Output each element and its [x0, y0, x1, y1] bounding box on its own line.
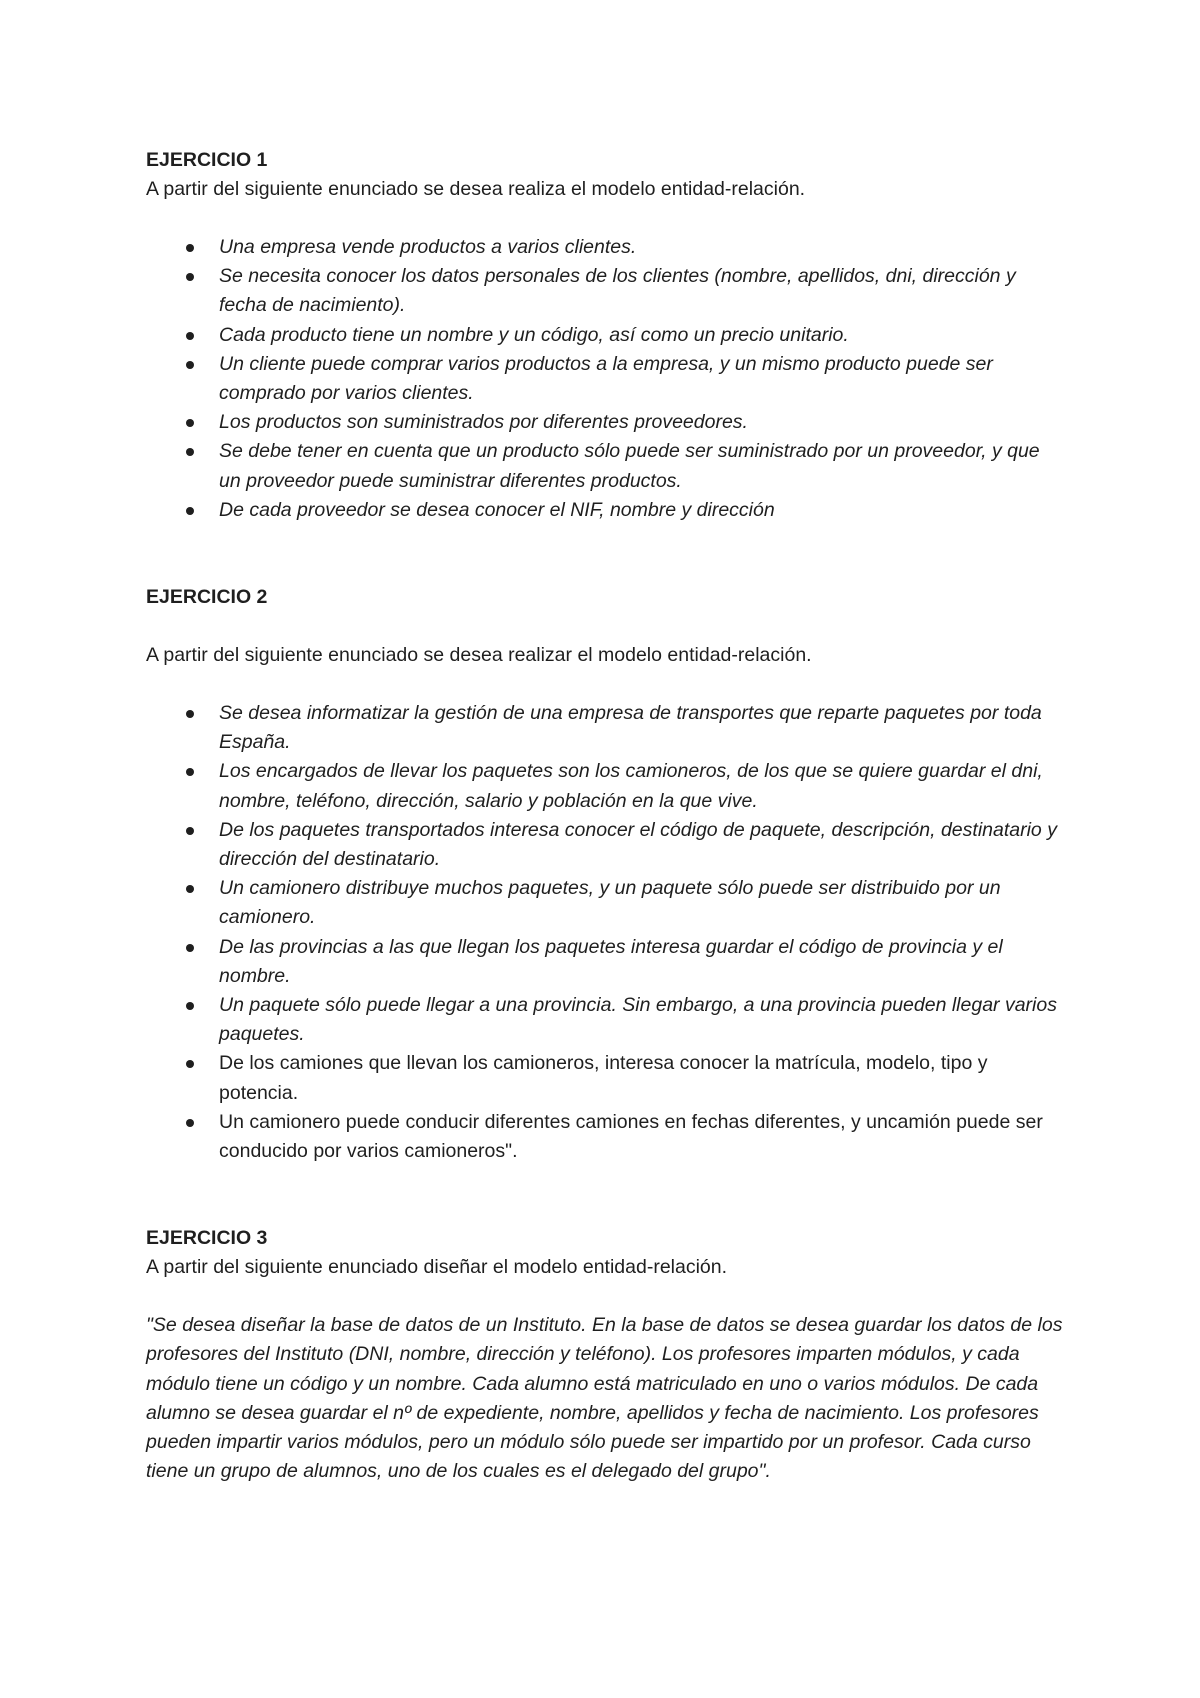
- list-item: De los camiones que llevan los camioneros, interesa conocer la matrícula, modelo, tipo y potencia.: [146, 1049, 1066, 1107]
- bullet-icon: [186, 1119, 194, 1127]
- list-item: Se necesita conocer los datos personales de los clientes (nombre, apellidos, dni, dirección y fecha de nacimiento).: [146, 262, 1066, 320]
- bullet-icon: [186, 448, 194, 456]
- list-item: Los encargados de llevar los paquetes son los camioneros, de los que se quiere guardar el dni, nombre, teléfono, dirección, salario y población en la que vive.: [146, 757, 1066, 815]
- bullet-icon: [186, 1002, 194, 1010]
- list-item: Un camionero distribuye muchos paquetes, y un paquete sólo puede ser distribuido por un camionero.: [146, 874, 1066, 932]
- exercise-1-list: [146, 233, 1066, 525]
- list-item: Se debe tener en cuenta que un producto sólo puede ser suministrado por un proveedor, y que un proveedor puede suministrar diferentes productos.: [146, 437, 1066, 495]
- exercise-3-intro: A partir del siguiente enunciado diseñar el modelo entidad-relación.: [146, 1256, 728, 1279]
- bullet-icon: [186, 827, 194, 835]
- bullet-icon: [186, 507, 194, 515]
- exercise-1-title: EJERCICIO 1: [146, 149, 268, 171]
- bullet-icon: [186, 419, 194, 427]
- exercise-2-section: [146, 583, 1066, 1166]
- exercise-1-section: [146, 146, 1066, 525]
- list-item: Los productos son suministrados por diferentes proveedores.: [146, 408, 1066, 437]
- list-item: De las provincias a las que llegan los paquetes interesa guardar el código de provincia y el nombre.: [146, 933, 1066, 991]
- bullet-icon: [186, 710, 194, 718]
- exercise-3-section: [146, 1224, 1066, 1486]
- bullet-icon: [186, 944, 194, 952]
- list-item: Se desea informatizar la gestión de una empresa de transportes que reparte paquetes por toda España.: [146, 699, 1066, 757]
- exercise-1-intro: A partir del siguiente enunciado se desea realiza el modelo entidad-relación.: [146, 178, 806, 200]
- list-item: De los paquetes transportados interesa conocer el código de paquete, descripción, destinatario y dirección del destinatario.: [146, 816, 1066, 874]
- bullet-icon: [186, 885, 194, 893]
- exercise-3-statement: "Se desea diseñar la base de datos de un Instituto. En la base de datos se desea guardar los datos de los profesores del Instituto (DNI, nombre, dirección y teléfono). Los profesores imparten módulos, y cada módulo tiene un código y un nombre. Cada alumno está matriculado en uno o varios módulos. De cada alumno se desea guardar el nº de expediente, nombre, apellidos y fecha de nacimiento. Los profesores pueden impartir varios módulos, pero un módulo sólo puede ser impartido por un profesor. Cada curso tiene un grupo de alumnos, uno de los cuales es el delegado del grupo".: [146, 1314, 1063, 1483]
- list-item: Un cliente puede comprar varios productos a la empresa, y un mismo producto puede ser comprado por varios clientes.: [146, 350, 1066, 408]
- document-page: [146, 146, 1066, 1487]
- exercise-2-list: [146, 699, 1066, 1166]
- bullet-icon: [186, 332, 194, 340]
- bullet-icon: [186, 273, 194, 281]
- list-item: De cada proveedor se desea conocer el NIF, nombre y dirección: [146, 496, 1066, 525]
- exercise-3-title: EJERCICIO 3: [146, 1227, 268, 1250]
- bullet-icon: [186, 768, 194, 776]
- list-item: Un paquete sólo puede llegar a una provincia. Sin embargo, a una provincia pueden llegar varios paquetes.: [146, 991, 1066, 1049]
- bullet-icon: [186, 361, 194, 369]
- bullet-icon: [186, 1060, 194, 1068]
- exercise-2-intro: A partir del siguiente enunciado se desea realizar el modelo entidad-relación.: [146, 644, 812, 667]
- bullet-icon: [186, 244, 194, 252]
- list-item: Un camionero puede conducir diferentes camiones en fechas diferentes, y uncamión puede ser conducido por varios camioneros".: [146, 1108, 1066, 1166]
- list-item: Una empresa vende productos a varios clientes.: [146, 233, 1066, 262]
- exercise-2-title: EJERCICIO 2: [146, 586, 268, 609]
- list-item: Cada producto tiene un nombre y un código, así como un precio unitario.: [146, 321, 1066, 350]
